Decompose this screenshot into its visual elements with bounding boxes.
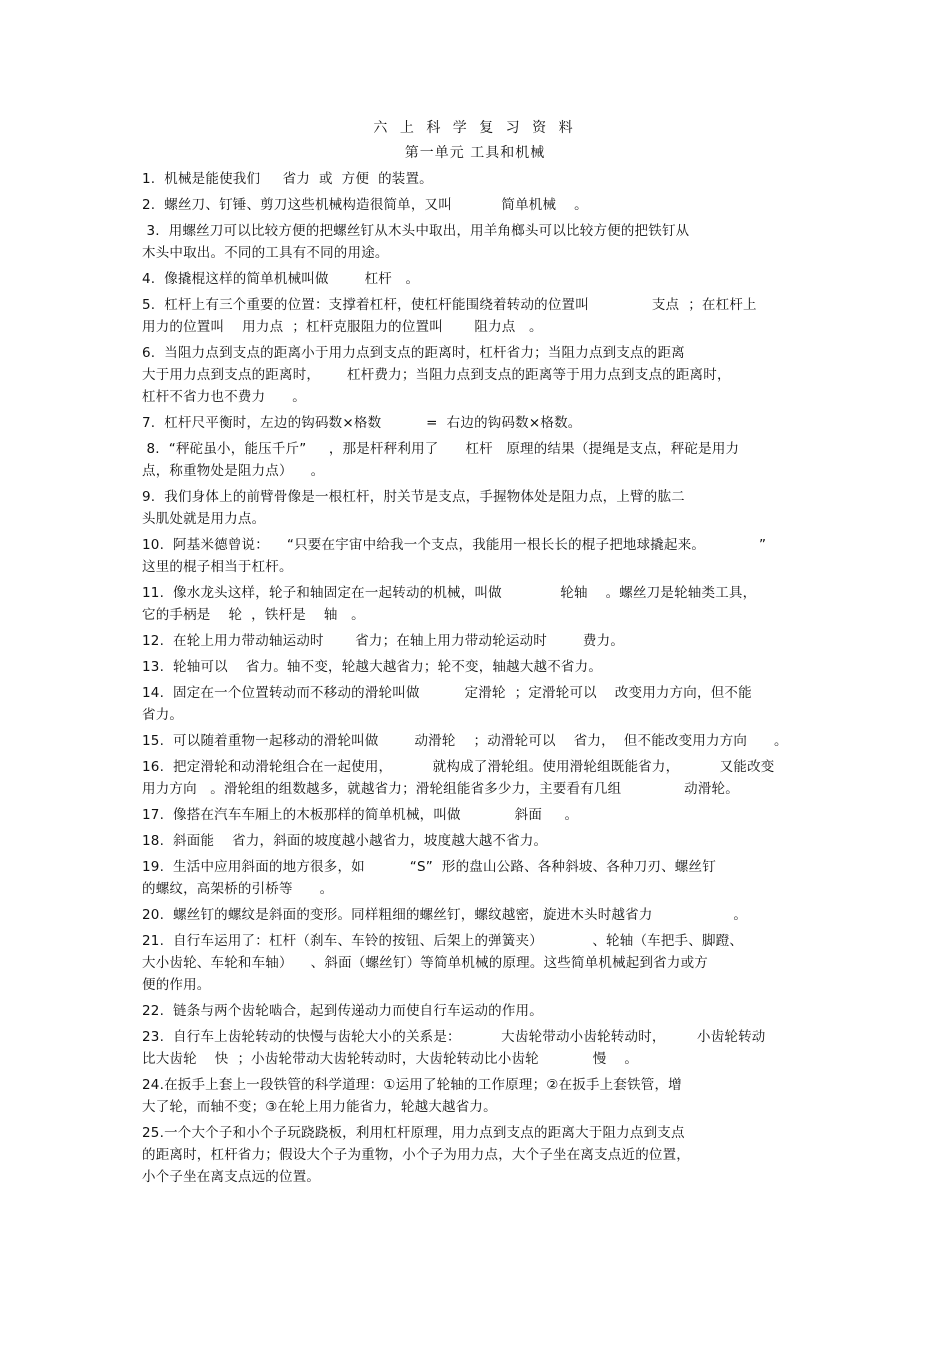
review-item: [142, 1026, 812, 1070]
review-item-line: 它的手柄是 轮 ，铁杆是 轴 。: [142, 607, 365, 623]
review-item-line: 19. 生活中应用斜面的地方很多，如 “S” 形的盘山公路、各种斜坡、各种刀刃、螺丝钉: [142, 859, 716, 875]
review-item: [142, 856, 812, 900]
review-item-line: 大小齿轮、车轮和车轴） 、斜面（螺丝钉）等简单机械的原理。这些简单机械起到省力或方: [142, 955, 708, 971]
review-item-line: 21. 自行车运用了：杠杆（刹车、车铃的按钮、后架上的弹簧夹） 、轮轴（车把手、脚蹬、: [142, 933, 744, 949]
review-item-line: 便的作用。: [142, 977, 211, 993]
review-item: [142, 168, 812, 190]
review-item-line: 20. 螺丝钉的螺纹是斜面的变形。同样粗细的螺丝钉，螺纹越密，旋进木头时越省力 。: [142, 907, 748, 923]
review-item: [142, 730, 812, 752]
review-item: [142, 630, 812, 652]
review-item-line: 比大齿轮 快 ；小齿轮带动大齿轮转动时，大齿轮转动比小齿轮 慢 。: [142, 1051, 639, 1067]
review-item-line: 头肌处就是用力点。: [142, 511, 266, 527]
review-item-line: 的螺纹，高架桥的引桥等 。: [142, 881, 334, 897]
review-item-line: 用力的位置叫 用力点 ；杠杆克服阻力的位置叫 阻力点 。: [142, 319, 543, 335]
review-item: [142, 1122, 812, 1188]
review-item: [142, 804, 812, 826]
review-item-line: 6. 当阻力点到支点的距离小于用力点到支点的距离时，杠杆省力；当阻力点到支点的距离: [142, 345, 685, 361]
review-item-line: 11. 像水龙头这样，轮子和轴固定在一起转动的机械，叫做 轮轴 。螺丝刀是轮轴类工具，: [142, 585, 757, 601]
review-item-line: 18. 斜面能 省力，斜面的坡度越小越省力，坡度越大越不省力。: [142, 833, 548, 849]
review-item-line: 23. 自行车上齿轮转动的快慢与齿轮大小的关系是： 大齿轮带动小齿轮转动时， 小齿轮转动: [142, 1029, 766, 1045]
review-item: [142, 904, 812, 926]
review-item-line: 14. 固定在一个位置转动而不移动的滑轮叫做 定滑轮 ；定滑轮可以 改变用力方向，但不能: [142, 685, 752, 701]
review-item-line: 3. 用螺丝刀可以比较方便的把螺丝钉从木头中取出，用羊角榔头可以比较方便的把铁钉从: [142, 223, 690, 239]
review-item-line: 大了轮，而轴不变；③在轮上用力能省力，轮越大越省力。: [142, 1099, 497, 1115]
review-item: [142, 294, 812, 338]
review-item: [142, 756, 812, 800]
review-item: [142, 656, 812, 678]
review-item: [142, 438, 812, 482]
review-item-line: 13. 轮轴可以 省力。轴不变，轮越大越省力；轮不变，轴越大越不省力。: [142, 659, 603, 675]
review-item-line: 16. 把定滑轮和动滑轮组合在一起使用， 就构成了滑轮组。使用滑轮组既能省力， 又能改变: [142, 759, 775, 775]
review-item-line: 5. 杠杆上有三个重要的位置：支撑着杠杆，使杠杆能围绕着转动的位置叫 支点 ；在杠杆上: [142, 297, 757, 313]
review-item: [142, 534, 812, 578]
review-item: [142, 486, 812, 530]
review-item-line: 2. 螺丝刀、钉锤、剪刀这些机械构造很简单，又叫 简单机械 。: [142, 197, 588, 213]
review-item-line: 12. 在轮上用力带动轴运动时 省力；在轴上用力带动轮运动时 费力。: [142, 633, 625, 649]
review-item: [142, 682, 812, 726]
review-item-line: 25.一个大个子和小个子玩跷跷板，利用杠杆原理，用力点到支点的距离大于阻力点到支点: [142, 1125, 685, 1141]
review-item-line: 的距离时，杠杆省力；假设大个子为重物，小个子为用力点，大个子坐在离支点近的位置，: [142, 1147, 690, 1163]
review-item-line: 1. 机械是能使我们 省力 或 方便 的装置。: [142, 171, 433, 187]
unit-heading: 第一单元 工具和机械: [404, 145, 546, 161]
review-item-line: 小个子坐在离支点远的位置。: [142, 1169, 321, 1185]
review-item: [142, 1074, 812, 1118]
review-item: [142, 582, 812, 626]
review-item: [142, 268, 812, 290]
review-item: [142, 220, 812, 264]
review-item-line: 这里的棍子相当于杠杆。: [142, 559, 293, 575]
review-item-line: 点，称重物处是阻力点） 。: [142, 463, 325, 479]
review-item: [142, 830, 812, 852]
review-item-line: 4. 像撬棍这样的简单机械叫做 杠杆 。: [142, 271, 420, 287]
review-item: [142, 930, 812, 996]
document-title: 六 上 科 学 复 习 资 料: [373, 120, 577, 136]
review-item-line: 木头中取出。不同的工具有不同的用途。: [142, 245, 389, 261]
review-item-line: 杠杆不省力也不费力 。: [142, 389, 306, 405]
review-item-line: 7. 杠杆尺平衡时，左边的钩码数×格数 = 右边的钩码数×格数。: [142, 415, 582, 431]
review-item: [142, 412, 812, 434]
review-item-line: 24.在扳手上套上一段铁管的科学道理：①运用了轮轴的工作原理；②在扳手上套铁管，增: [142, 1077, 682, 1093]
review-item-line: 22. 链条与两个齿轮啮合，起到传递动力而使自行车运动的作用。: [142, 1003, 543, 1019]
review-item-line: 10. 阿基米德曾说： “只要在宇宙中给我一个支点，我能用一根长长的棍子把地球撬起来。 ”: [142, 537, 767, 553]
review-item-line: 大于用力点到支点的距离时， 杠杆费力；当阻力点到支点的距离等于用力点到支点的距离时，: [142, 367, 731, 383]
review-item: [142, 194, 812, 216]
review-item-line: 15. 可以随着重物一起移动的滑轮叫做 动滑轮 ；动滑轮可以 省力， 但不能改变用力方向 。: [142, 733, 788, 749]
review-item-line: 省力。: [142, 707, 184, 723]
review-item: [142, 342, 812, 408]
review-item-line: 8. “秤砣虽小，能压千斤” ，那是杆秤利用了 杠杆 原理的结果（提绳是支点，秤砣是用力: [142, 441, 740, 457]
review-item-line: 17. 像搭在汽车车厢上的木板那样的简单机械，叫做 斜面 。: [142, 807, 579, 823]
review-item-line: 9. 我们身体上的前臂骨像是一根杠杆，肘关节是支点，手握物体处是阻力点，上臂的肱二: [142, 489, 685, 505]
review-item-list: [142, 168, 812, 1192]
review-item-line: 用力方向 。滑轮组的组数越多，就越省力；滑轮组能省多少力，主要看有几组 动滑轮。: [142, 781, 739, 797]
review-item: [142, 1000, 812, 1022]
